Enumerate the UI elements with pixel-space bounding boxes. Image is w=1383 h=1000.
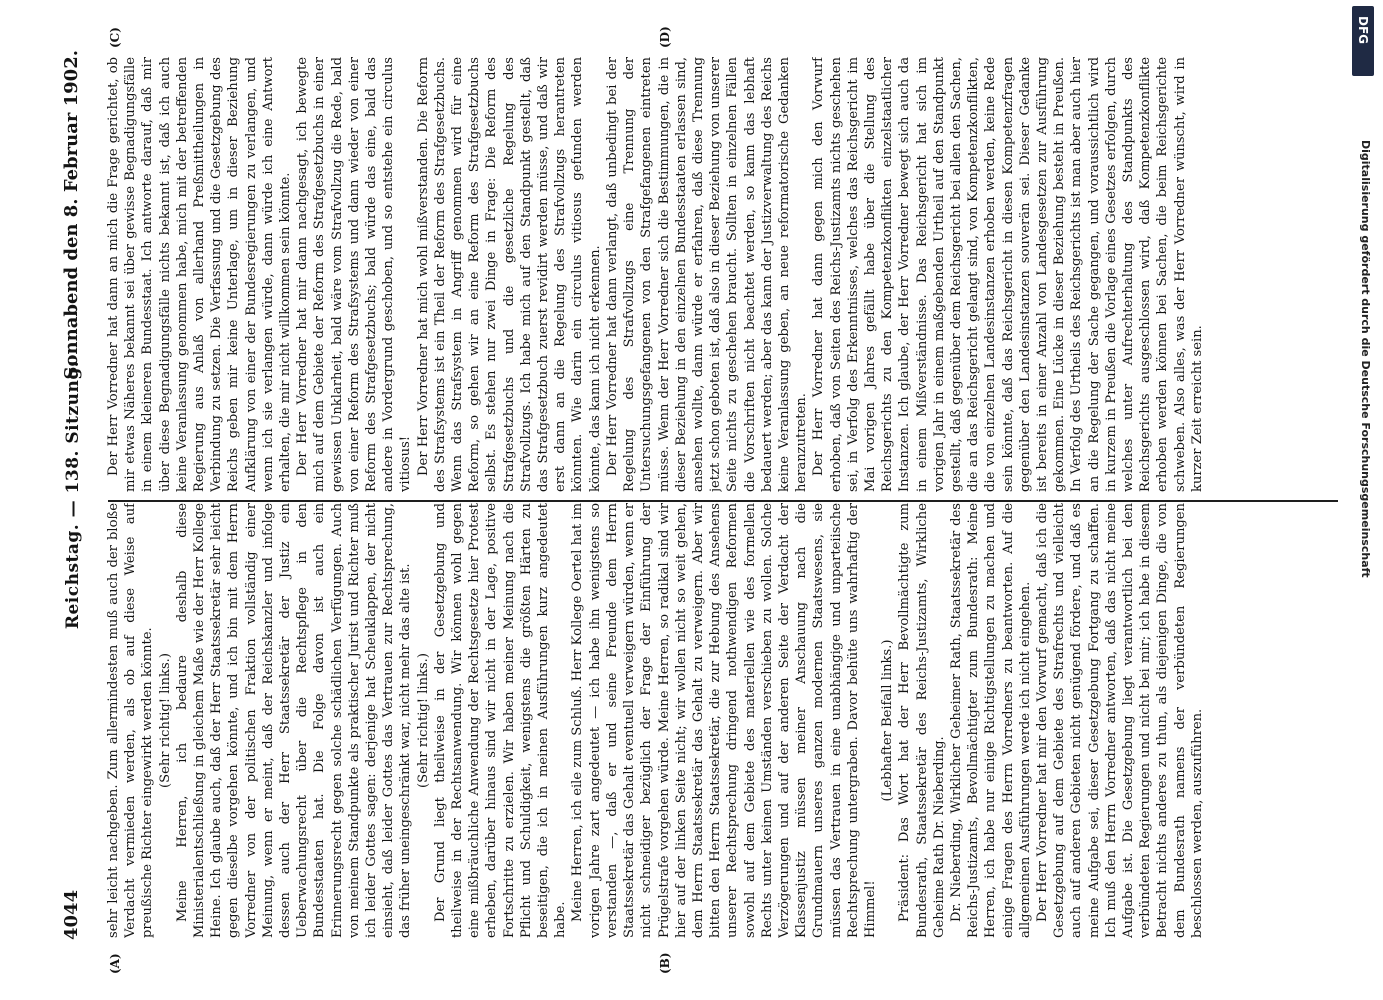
- paragraph: Der Herr Vorredner hat dann an mich die Frage gerichtet, ob mir etwas Näheres bekannt sei über gewisse Begnadigungsfälle in einem kleineren Bundesstaat. Ich antworte darauf, daß mir über diese Begnadigungsfälle nichts bekannt ist, daß ich auch keine Veranlassung genommen habe, mich mit der betreffenden Regierung aus Anlaß von allerhand Preßmittheilungen in Verbindung zu setzen. Die Verfassung und die Gesetzgebung des Reichs geben mir keine Unterlage, um in dieser Beziehung Aufklärung von einer der Bundesregierungen zu verlangen, und wenn ich sie verlangen würde, dann würde ich eine Antwort erhalten, die mir nicht willkommen sein könnte.: [106, 57, 294, 492]
- dfg-logo-text: DFG: [1356, 16, 1370, 45]
- dfg-logo: [1352, 6, 1374, 76]
- page-number: 4044: [61, 889, 82, 940]
- interjection: (Sehr richtig! links.): [415, 653, 431, 788]
- left-text-column: [105, 503, 1345, 938]
- session-title: Reichstag. — 138. Sitzung.: [63, 360, 83, 630]
- interjection: (Sehr richtig! links.): [157, 653, 173, 788]
- margin-mark-b: (B): [658, 952, 672, 974]
- margin-mark-c: (C): [108, 27, 122, 48]
- speaker-paragraph: Präsident: Das Wort hat der Herr Bevollmächtigte zum Bundesrath, Staatssekretär des Reichs-Justizamts, Wirkliche Geheime Rath Dr. Nieberding.: [897, 503, 947, 938]
- paragraph: Der Grund liegt theilweise in der Gesetzgebung und theilweise in der Rechtsanwendung. Wir können wohl gegen eine mißbräuchliche Anwendung der Rechtsgesetze hier Protest erheben, darüber hinaus sind wir nicht in der Lage, positive Fortschritte zu erzielen. Wir haben meiner Meinung nach die Pflicht und Schuldigkeit, wenigstens die größten Härten zu beseitigen, die ich in meinen Ausführungen kurz angedeutet habe.: [432, 503, 569, 938]
- paragraph: Der Herr Vorredner hat mich wohl mißverstanden. Die Reform des Strafsystems ist ein Theil der Reform des Strafgesetzbuchs. Wenn das Strafsystem in Angriff genommen wird für eine Reform, so gehen wir an eine Reform des Strafgesetzbuchs selbst. Es stehen nur zwei Dinge in Frage: Die Reform des Strafgesetzbuchs und die gesetzliche Regelung des Strafvollzugs. Ich habe mich auf den Standpunkt gestellt, daß das Strafgesetzbuch zuerst revidirt werden müsse, und daß wir erst dann an die Regelung des Strafvollzugs herantreten könnten. Wie darin ein circulus vitiosus gefunden werden könnte, das kann ich nicht erkennen.: [415, 57, 603, 492]
- column-divider: [108, 500, 1338, 502]
- speaker-paragraph: Dr. Nieberding, Wirklicher Geheimer Rath, Staatssekretär des Reichs-Justizamts, Bevollmächtigter zum Bundesrath: Meine Herren, ich habe nur einige Richtigstellungen zu machen und einige Fragen des Herrn Vorredners zu beantworten. Auf die allgemeinen Ausführungen werde ich nicht eingehen.: [948, 503, 1033, 938]
- margin-mark-d: (D): [658, 26, 672, 48]
- paragraph: Der Herr Vorredner hat mir dann nachgesagt, ich bewegte mich auf dem Gebiete der Reform des Strafgesetzbuchs in einer gewissen Unklarheit, bald wäre vom Strafvollzug die Rede, bald von einer Reform des Strafsystems und dann wieder von einer Reform des Strafgesetzbuchs; bald würde das eine, bald das andere in Vordergrund geschoben, und so entstehe ein circulus vitiosus!: [295, 57, 414, 492]
- margin-mark-a: (A): [108, 953, 122, 974]
- right-text-column: [105, 57, 1345, 492]
- page-header: [55, 50, 95, 940]
- paragraph: Der Herr Vorredner hat mir den Vorwurf gemacht, daß ich die Gesetzgebung auf dem Gebiete des Strafrechts und vielleicht auch auf anderen Gebieten nicht genügend fördere, und daß es meine Aufgabe sei, dieser Gesetzgebung Fortgang zu schaffen. Ich muß den Herrn Vorredner antworten, daß das nicht meine Aufgabe ist. Die Gesetzgebung liegt verantwortlich bei den verbündeten Regierungen und nicht bei mir; ich habe in diesem Betracht nichts anderes zu thun, als diejenigen Dinge, die von dem Bundesrath namens der verbündeten Regierungen beschlossen werden, auszuführen.: [1034, 503, 1205, 938]
- paragraph: Meine Herren, ich bedaure deshalb diese Ministerialentschließung in gleichem Maße wie der Herr Kollege Heine. Ich glaube auch, daß der Herr Staatssekretär sehr leicht gegen dieselbe vorgehen könnte, und ich bin mit dem Herrn Vorredner von der politischen Fraktion vollständig einer Meinung, wenn er meint, daß der Reichskanzler und infolge dessen auch der Herr Staatssekretär der Justiz ein Ueberwachungsrecht über die Rechtspflege in den Bundesstaaten hat. Die Folge davon ist auch ein Erinnerungsrecht gegen solche schädlichen Verfügungen. Auch von meinem Standpunkte als praktischer Jurist und Richter muß ich leider Gottes sagen: derjenige hat Scheuklappen, der nicht einsieht, daß leider Gottes das Vertrauen zur Rechtsprechung, das früher uneingeschränkt war, nicht mehr das alte ist.: [174, 503, 414, 938]
- paragraph: Meine Herren, ich eile zum Schluß. Herr Kollege Oertel hat im vorigen Jahre zart angedeutet — ich habe ihn wenigstens so verstanden —, daß er und seine Freunde dem Herrn Staatssekretär das Gehalt eventuell verweigern würden, wenn er nicht schneidiger bezüglich der Frage der Einführung der Prügelstrafe vorgehen würde. Meine Herren, so radikal sind wir hier auf der linken Seite nicht; wir wollen nicht so weit gehen, dem Herrn Staatssekretär das Gehalt zu verweigern. Aber wir bitten den Herrn Staatssekretär, die zur Hebung des Ansehens unserer Rechtsprechung dringend nothwendigen Reformen sowohl auf dem Gebiete des materiellen wie des formellen Rechts unter keinen Umständen verschieben zu wollen. Solche Verzögerungen und auf der anderen Seite der Verdacht der Klassenjustiz müssen meiner Anschauung nach die Grundmauern unseres ganzen modernen Staatswesens, sie müssen das Vertrauen in eine unabhängige und unparteiische Rechtsprechung untergraben. Davor behüte uns wahrhaftig der Himmel!: [570, 503, 878, 938]
- paragraph: Der Herr Vorredner hat dann verlangt, daß unbedingt bei der Regelung des Strafvollzugs eine Trennung der Untersuchungsgefangenen von den Strafgefangenen eintreten müsse. Wenn der Herr Vorredner sich die Bestimmungen, die in dieser Beziehung in den einzelnen Bundesstaaten erlassen sind, ansehen wollte, dann würde er erfahren, daß diese Trennung jetzt schon geboten ist, daß also in dieser Beziehung von unserer Seite nichts zu geschehen braucht. Sollten in einzelnen Fällen die Vorschriften nicht beachtet werden, so kann das lebhaft bedauert werden; aber das kann der Justizverwaltung des Reichs keine Veranlassung geben, an neue reformatorische Gedanken heranzutreten.: [604, 57, 810, 492]
- paragraph: Der Herr Vorredner hat dann gegen mich den Vorwurf erhoben, daß von Seiten des Reichs-Justizamts nichts geschehen sei, in Verfolg des Erkenntnisses, welches das Reichsgericht im Mai vorigen Jahres gefällt habe über die Stellung des Reichsgerichts zu den Kompetenzkonflikten einzelstaatlicher Instanzen. Ich glaube, der Herr Vorredner bewegt sich auch da in einem Mißverständnisse. Das Reichsgericht hat sich im vorigen Jahr in einem maßgebenden Urtheil auf den Standpunkt gestellt, daß gegenüber dem Reichsgericht bei allen den Sachen, die an das Reichsgericht gelangt sind, von Kompetenzkonflikten, die von einzelnen Landesinstanzen erhoben werden, keine Rede sein könnte, daß das Reichsgericht in diesen Kompetenzfragen gegenüber den Landesinstanzen souverän sei. Dieser Gedanke ist bereits in einer Anzahl von Landesgesetzen zur Ausführung gekommen. Eine Lücke in dieser Beziehung besteht in Preußen. In Verfolg des Urtheils des Reichsgerichts ist man aber auch hier an die Regelung der Sache gegangen, und voraussichtlich wird in kurzem in Preußen die Vorlage eines Gesetzes erfolgen, durch welches unter Aufrechterhaltung des Standpunkts des Reichsgerichts ausgeschlossen wird, daß Kompetenzkonflikte erhoben werden können bei Sachen, die beim Reichsgerichte schweben. Also alles, was der Herr Vorredner wünscht, wird in kurzer Zeit erreicht sein.: [811, 57, 1205, 492]
- session-date: Sonnabend den 8. Februar 1902.: [61, 50, 82, 380]
- paragraph: sehr leicht nachgeben. Zum allermindesten muß auch der bloße Verdacht vermieden werden, als ob auf diese Weise auf preußische Richter eingewirkt werden könnte.: [106, 503, 156, 938]
- interjection: (Lebhafter Beifall links.): [880, 639, 896, 802]
- digitization-notice: Digitalisierung gefördert durch die Deutsche Forschungsgemeinschaft: [1359, 140, 1372, 578]
